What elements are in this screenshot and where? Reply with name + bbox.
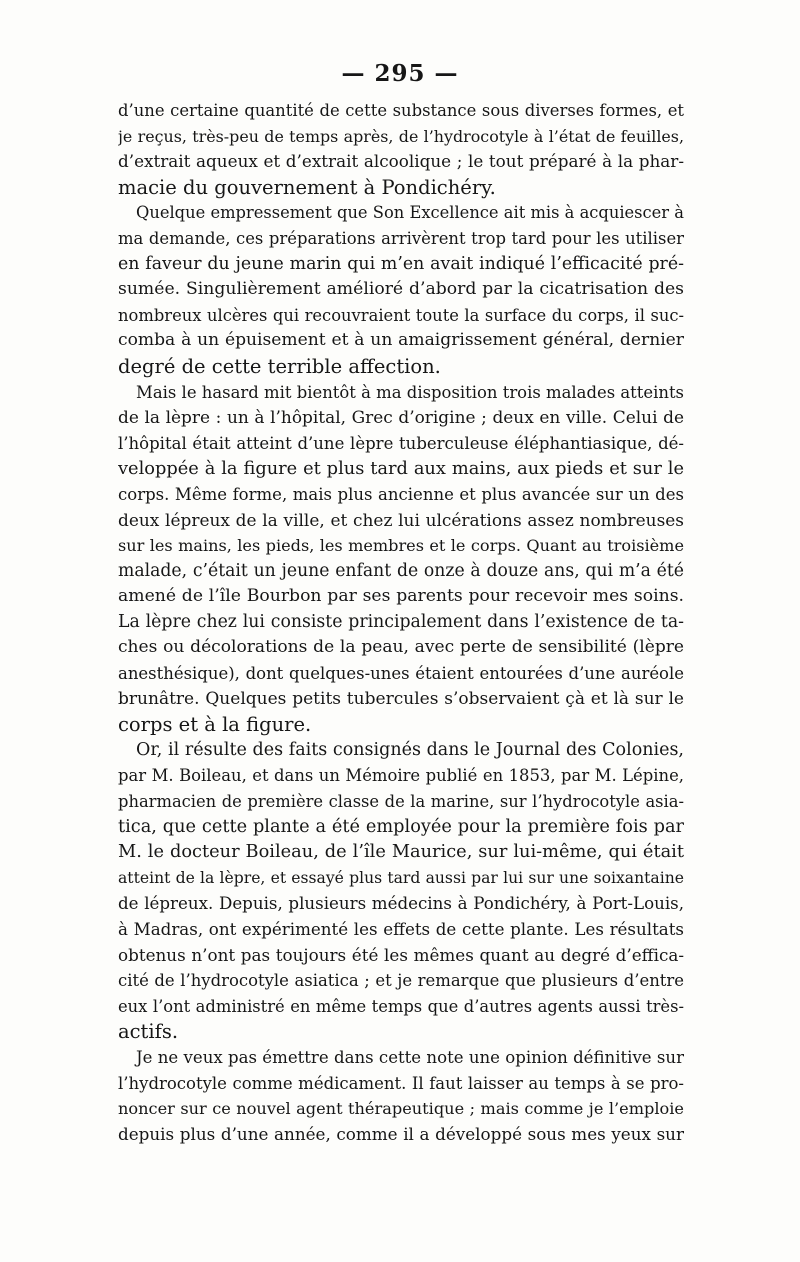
text-line: corps et à la figure. (118, 713, 312, 737)
text-line: Quelque empressement que Son Excellence ait mis à acquiescer à (136, 203, 684, 223)
text-line: noncer sur ce nouvel agent thérapeutique ; mais comme je l’emploie (118, 1099, 684, 1119)
text-line: corps. Même forme, mais plus ancienne et plus avancée sur un des (118, 484, 684, 504)
text-line: obtenus n’ont pas toujours été les mêmes quant au degré d’effica- (118, 944, 684, 965)
text-line: depuis plus d’une année, comme il a développé sous mes yeux sur (118, 1123, 684, 1144)
text-line: tica, que cette plante a été employée pour la première fois par (118, 816, 684, 837)
text-line: M. le docteur Boileau, de l’île Maurice, sur lui-même, qui était (118, 842, 684, 863)
text-line: ma demande, ces préparations arrivèrent trop tard pour les utiliser (118, 228, 684, 248)
text-line: Mais le hasard mit bientôt à ma disposition trois malades atteints (136, 382, 684, 402)
page-number: — 295 — (341, 60, 459, 87)
text-line: cité de l’hydrocotyle asiatica ; et je remarque que plusieurs d’entre (118, 971, 684, 991)
text-line: en faveur du jeune marin qui m’en avait indiqué l’efficacité pré- (118, 253, 684, 274)
text-line: d’extrait aqueux et d’extrait alcoolique ; le tout préparé à la phar- (118, 151, 684, 172)
text-line: degré de cette terrible affection. (118, 354, 441, 378)
text-line: Je ne veux pas émettre dans cette note une opinion définitive sur (136, 1047, 684, 1067)
body-text (118, 98, 684, 1147)
text-line: atteint de la lèpre, et essayé plus tard aussi par lui sur une soixantaine (118, 868, 684, 887)
text-line: comba à un épuisement et à un amaigrissement général, dernier (118, 330, 684, 351)
text-line: de la lèpre : un à l’hôpital, Grec d’origine ; deux en ville. Celui de (118, 407, 684, 428)
text-line: Or, il résulte des faits consignés dans le Journal des Colonies, (136, 739, 684, 760)
text-line: de lépreux. Depuis, plusieurs médecins à Pondichéry, à Port-Louis, (118, 894, 684, 914)
text-line: l’hydrocotyle comme médicament. Il faut laisser au temps à se pro- (118, 1073, 684, 1093)
text-line: d’une certaine quantité de cette substance sous diverses formes, et (118, 101, 684, 120)
text-line: pharmacien de première classe de la marine, sur l’hydrocotyle asia- (118, 792, 684, 812)
text-line: macie du gouvernement à Pondichéry. (118, 175, 496, 199)
text-line: anesthésique), dont quelques-unes étaient entourées d’une auréole (118, 664, 684, 684)
text-line: sumée. Singulièrement amélioré d’abord par la cicatrisation des (118, 279, 684, 300)
text-line: brunâtre. Quelques petits tubercules s’observaient çà et là sur le (118, 688, 684, 709)
text-line: eux l’ont administré en même temps que d’autres agents aussi très- (118, 996, 684, 1016)
text-line: amené de l’île Bourbon par ses parents pour recevoir mes soins. (118, 586, 684, 607)
text-line: par M. Boileau, et dans un Mémoire publié en 1853, par M. Lépine, (118, 766, 684, 786)
text-line: sur les mains, les pieds, les membres et le corps. Quant au troisième (118, 536, 684, 556)
text-line: nombreux ulcères qui recouvraient toute la surface du corps, il suc- (118, 305, 684, 325)
text-line: malade, c’était un jeune enfant de onze à douze ans, qui m’a été (118, 560, 684, 581)
text-line: à Madras, ont expérimenté les effets de cette plante. Les résultats (118, 919, 684, 939)
text-line: l’hôpital était atteint d’une lèpre tuberculeuse éléphantiasique, dé- (118, 433, 684, 453)
text-line: ches ou décolorations de la peau, avec perte de sensibilité (lèpre (118, 637, 684, 658)
text-line: je reçus, très-peu de temps après, de l’hydrocotyle à l’état de feuilles, (118, 126, 684, 146)
text-line: actifs. (118, 1020, 179, 1044)
text-line: deux lépreux de la ville, et chez lui ulcérations assez nombreuses (118, 509, 684, 530)
text-line: La lèpre chez lui consiste principalement dans l’existence de ta- (118, 611, 684, 632)
text-line: veloppée à la figure et plus tard aux mains, aux pieds et sur le (118, 458, 684, 480)
